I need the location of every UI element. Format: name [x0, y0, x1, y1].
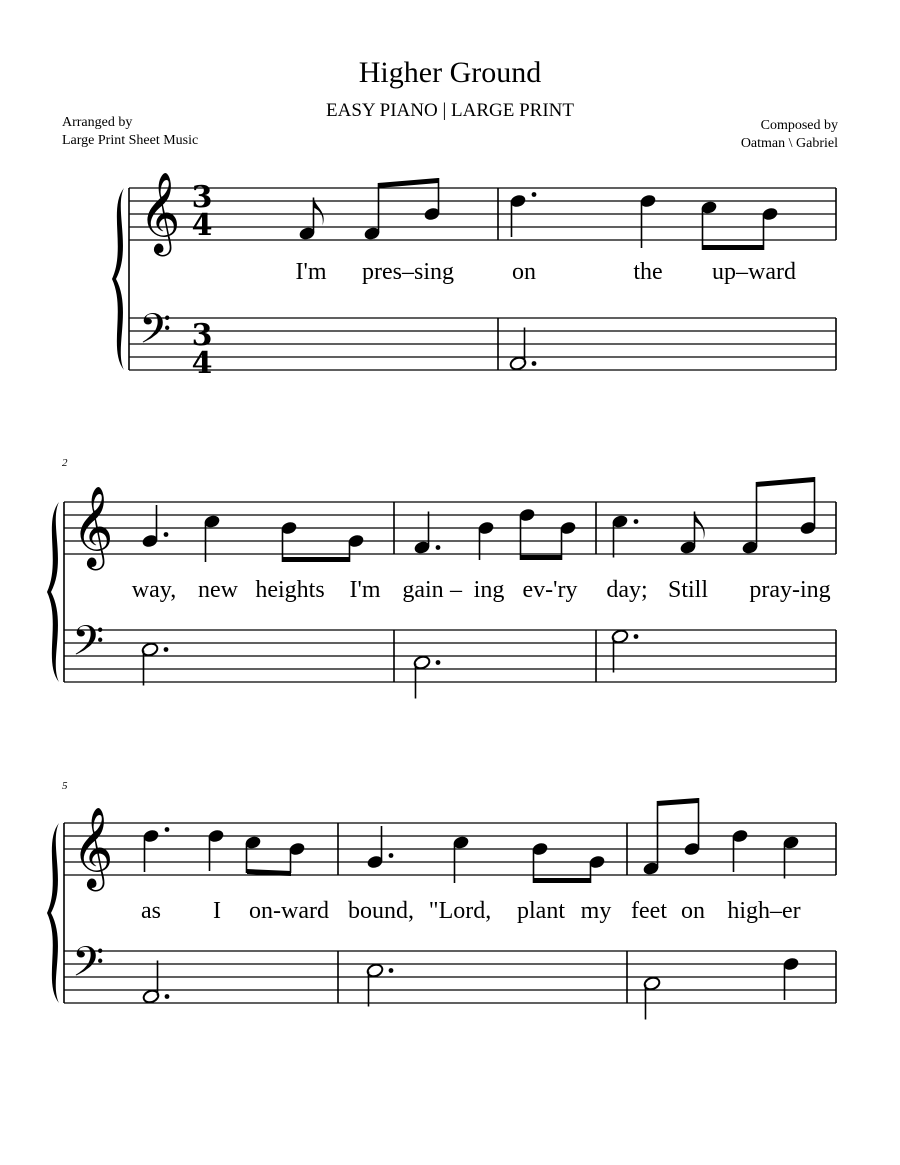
lyric-syllable: new	[198, 577, 238, 603]
lyric-syllable: feet	[631, 898, 667, 924]
bass-clef-icon: 𝄢	[72, 617, 105, 675]
lyric-syllable: gain	[402, 577, 444, 603]
treble-clef-icon: 𝄞	[139, 171, 181, 253]
treble-clef-icon: 𝄞	[72, 485, 114, 567]
augmentation-dot	[436, 660, 441, 665]
measure-number: 5	[62, 780, 68, 792]
lyric-syllable: ing	[473, 577, 505, 603]
arranger-name: Large Print Sheet Music	[62, 133, 199, 148]
augmentation-dot	[389, 968, 394, 973]
grand-staff-brace	[47, 502, 59, 682]
bass-clef-icon: 𝄢	[72, 938, 105, 996]
lyric-syllable: I'm	[295, 259, 327, 285]
eighth-beam	[283, 557, 350, 562]
augmentation-dot	[389, 853, 394, 858]
lyric-syllable: I'm	[349, 577, 381, 603]
lyric-syllable: on-ward	[249, 898, 329, 924]
augmentation-dot	[165, 994, 170, 999]
piece-title: Higher Ground	[358, 56, 542, 89]
time-signature-bottom-bass: 4	[191, 346, 213, 381]
eighth-beam	[756, 477, 814, 487]
lyric-syllable: on	[512, 259, 536, 285]
lyric-syllable: way,	[131, 577, 177, 603]
grand-staff-brace	[112, 188, 124, 370]
augmentation-dot	[436, 545, 441, 550]
lyric-syllable: bound,	[348, 898, 414, 924]
augmentation-dot	[634, 519, 639, 524]
eighth-beam	[534, 878, 591, 883]
composer-name: Oatman \ Gabriel	[740, 136, 838, 151]
lyric-syllable: Still	[667, 577, 709, 603]
measure-number: 2	[62, 457, 68, 469]
eighth-beam	[657, 798, 698, 806]
composer-label: Composed by	[760, 118, 838, 133]
augmentation-dot	[164, 647, 169, 652]
eighth-beam	[521, 555, 562, 560]
lyric-syllable: high–er	[727, 898, 801, 924]
eighth-beam	[378, 178, 438, 188]
lyric-syllable: pres–sing	[362, 259, 454, 285]
augmentation-dot	[164, 532, 169, 537]
augmentation-dot	[532, 361, 537, 366]
lyric-syllable: the	[633, 259, 663, 285]
augmentation-dot	[532, 192, 537, 197]
eighth-flag	[314, 198, 324, 226]
lyric-syllable: I	[213, 898, 221, 924]
lyric-syllable: pray-ing	[749, 577, 831, 603]
piece-subtitle: EASY PIANO | LARGE PRINT	[326, 100, 574, 121]
eighth-flag	[695, 512, 705, 540]
treble-clef-icon: 𝄞	[72, 806, 114, 888]
time-signature-top-bass: 3	[191, 318, 213, 353]
lyric-syllable: "Lord,	[428, 898, 492, 924]
eighth-beam	[703, 245, 764, 250]
grand-staff-brace	[47, 823, 59, 1003]
lyrics-layer	[132, 259, 831, 924]
augmentation-dot	[165, 827, 170, 832]
bass-clef-icon: 𝄢	[139, 305, 172, 363]
lyric-syllable: ev-'ry	[522, 577, 578, 603]
lyric-syllable: heights	[255, 577, 325, 603]
lyric-syllable: as	[141, 898, 161, 924]
augmentation-dot	[634, 634, 639, 639]
lyric-syllable: up–ward	[712, 259, 796, 285]
arranger-label: Arranged by	[62, 115, 133, 130]
lyric-syllable: my	[580, 898, 612, 924]
lyric-syllable: day;	[606, 577, 648, 603]
lyric-syllable: –	[450, 577, 462, 603]
lyric-syllable: plant	[517, 898, 565, 924]
time-signature-top-treble: 3	[191, 180, 213, 215]
time-signature-bottom-treble: 4	[191, 208, 213, 243]
lyric-syllable: on	[681, 898, 705, 924]
